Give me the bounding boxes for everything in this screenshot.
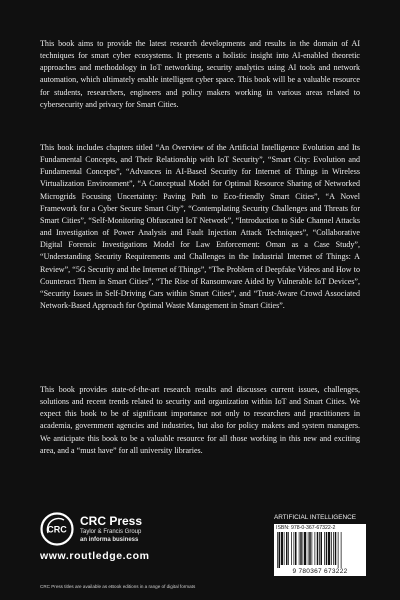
barcode-digits: 9 780367 673222 (292, 568, 348, 575)
blurb-paragraph-summary: This book provides state-of-the-art research results and discusses current issues, challenges, solutions and recent trends related to security and organization within IoT and Smart Cities. We expect this book to be of significant importance not only to researchers and practitioners in academia, government agencies and industries, but also for policy makers and system managers. We anticipate this book to be a valuable resource for all those working in this new and exciting area, and a “must have” for all university libraries. (40, 385, 360, 455)
publisher-website: www.routledge.com (40, 550, 150, 562)
barcode-bar (319, 532, 320, 565)
ebook-availability-note: CRC Press titles are available as eBook editions in a range of digital formats (40, 584, 196, 589)
crc-logo-lettering: CRC (47, 524, 67, 535)
subject-category: ARTIFICIAL INTELLIGENCE (274, 514, 357, 521)
barcode-bar (326, 532, 328, 565)
barcode-bar (335, 532, 337, 565)
barcode-bar (338, 532, 339, 568)
barcode-bar (291, 532, 292, 565)
barcode-icon (276, 532, 364, 568)
barcode-bar (288, 532, 289, 565)
crc-press-logo-icon (40, 512, 74, 546)
barcode-bar (281, 532, 283, 565)
barcode-bar (279, 532, 281, 568)
barcode-bar (309, 532, 311, 565)
barcode-bar (303, 532, 304, 565)
barcode-bar (328, 532, 330, 565)
barcode-block (274, 514, 366, 576)
barcode-bar (317, 532, 319, 565)
barcode-bar (295, 532, 297, 565)
barcode-bar (315, 532, 316, 565)
barcode-bar (299, 532, 300, 565)
isbn-number: ISBN: 978-0-367-67322-2 (276, 525, 336, 531)
publisher-group: Taylor & Francis Group (80, 529, 142, 535)
barcode-bar (341, 532, 342, 568)
publisher-business-line: an informa business (80, 537, 139, 543)
barcode-bar (312, 532, 313, 565)
barcode-bar (333, 532, 334, 565)
barcode-bar (294, 532, 295, 565)
barcode-bar (308, 532, 309, 565)
isbn-box (274, 524, 366, 576)
barcode-bar (321, 532, 323, 565)
barcode-bar (324, 532, 325, 565)
barcode-bar (331, 532, 332, 565)
publisher-name: CRC Press (80, 514, 143, 528)
publisher-block (40, 512, 230, 574)
barcode-bar (284, 532, 285, 565)
barcode-bar (300, 532, 302, 565)
barcode-bar (277, 532, 278, 568)
blurb-paragraph-intro: This book aims to provide the latest research developments and results in the domain of AI techniques for smart cyber ecosystems. It presents a holistic insight into AI-enabled theoretic approaches and methodology in IoT networking, security analytics using AI tools and network automation, which ultimately enable intelligent cyber space. This book will be a valuable resource for students, researchers, engineers and policy makers working in various areas related to cybersecurity and privacy for Smart Cities. (40, 39, 360, 109)
barcode-bar (304, 532, 306, 565)
blurb-paragraph-chapters: This book includes chapters titled “An Overview of the Artificial Intelligence Evolution and Its Fundamental Concepts, and Their Relationship with IoT Security”, “Smart City: Evolution and Fundamental Concepts”, “Advances in AI-Based Security for Internet of Things in Wireless Virtualization Environment”, “A Conceptual Model for Optimal Resource Sharing of Networked Microgrids Focusing Uncertainty: Paving Path to Eco-friendly Smart Cities”, “A Novel Framework for a Cyber Secure Smart City”, “Contemplating Security Challenges and Threats for Smart Cities”, “Self-Monitoring Obfuscated IoT Network”, “Introduction to Side Channel Attacks and Investigation of Power Analysis and Fault Injection Attack Techniques”, “Collaborative Digital Forensic Investigations Model for Law Enforcement: Oman as a Case Study”, “Understanding Security Requirements and Challenges in the Industrial Internet of Things: A Review”, “5G Security and the Internet of Things”, “The Problem of Deepfake Videos and How to Counteract Them in Smart Cities”, “The Rise of Ransomware Aided by Vulnerable IoT Devices”, “Security Issues in Self-Driving Cars within Smart Cities”, and “Trust-Aware Crowd Associated Network-Based Approach for Optimal Waste Management in Smart Cities”. (40, 143, 360, 311)
barcode-bar (286, 532, 288, 565)
